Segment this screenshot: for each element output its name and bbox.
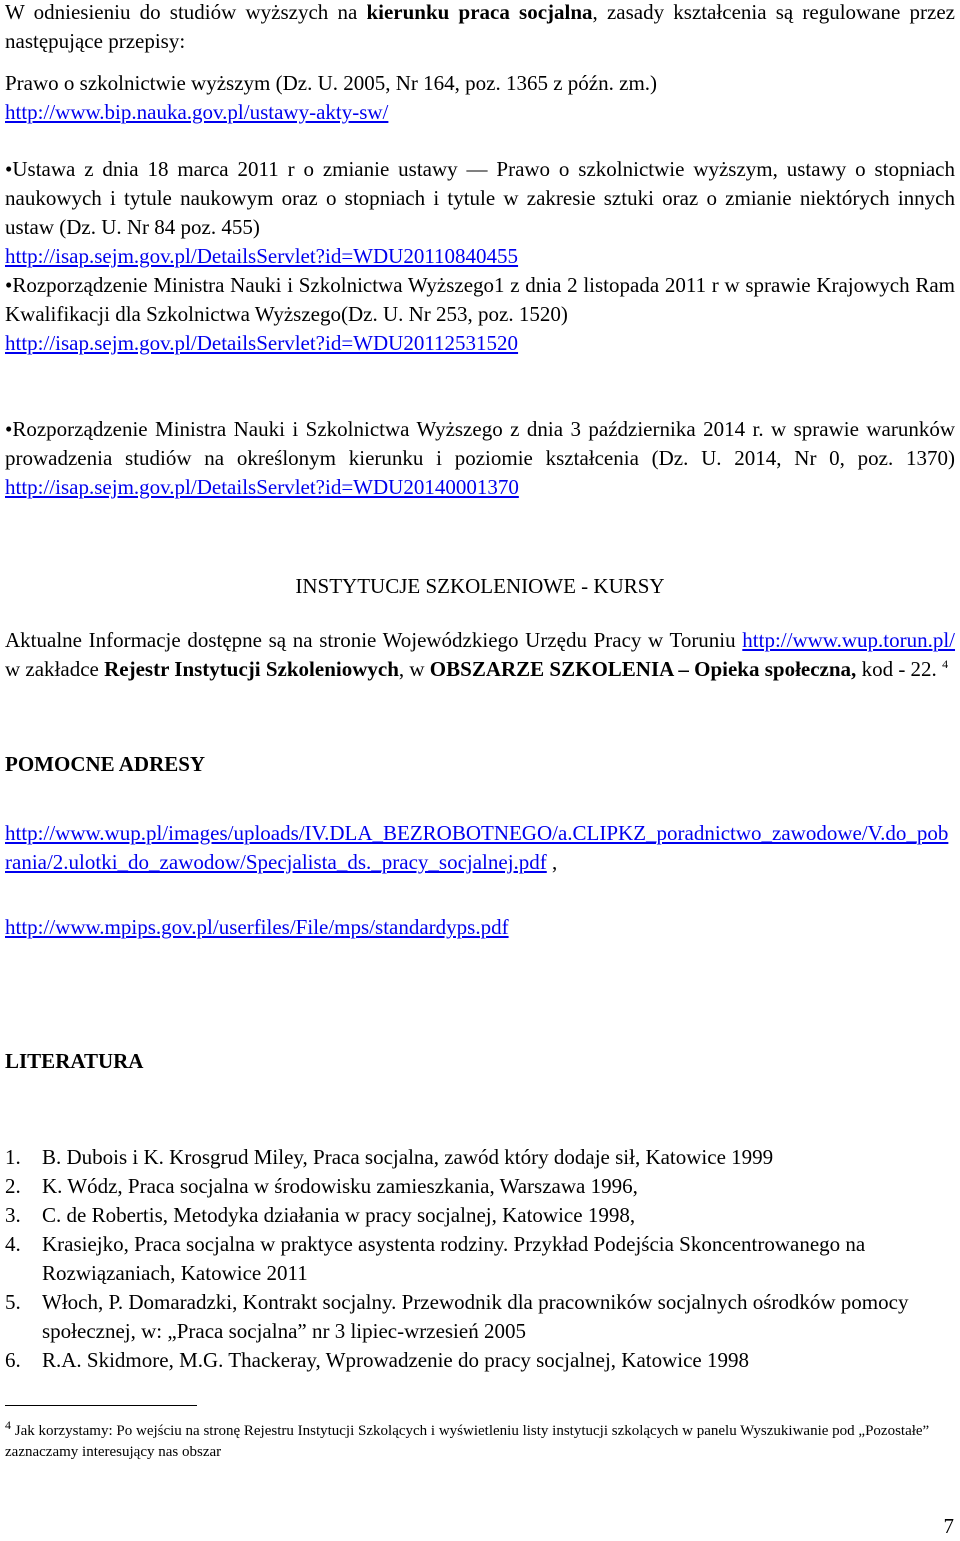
literature-heading: LITERATURA: [5, 1049, 144, 1073]
bullet-item-2: [5, 271, 955, 358]
bullet-text: Rozporządzenie Ministra Nauki i Szkolnictwa Wyższego1 z dnia 2 listopada 2011 r w sprawie Krajowych Ram Kwalifikacji dla Szkolnictwa Wyższego(Dz. U. Nr 253, poz. 1520): [5, 273, 955, 326]
bullet-icon: •: [5, 157, 13, 181]
bullet-link[interactable]: http://isap.sejm.gov.pl/DetailsServlet?id=WDU20140001370: [5, 475, 519, 499]
address-separator: ,: [546, 850, 558, 874]
institutions-paragraph: [5, 626, 955, 684]
literature-number: 2.: [5, 1174, 21, 1198]
bullet-icon: •: [5, 273, 13, 297]
institutions-register: Rejestr Instytucji Szkoleniowych: [104, 657, 399, 681]
law-text: Prawo o szkolnictwie wyższym (Dz. U. 2005, Nr 164, poz. 1365 z późn. zm.): [5, 71, 658, 95]
bullet-link[interactable]: http://isap.sejm.gov.pl/DetailsServlet?id=WDU20112531520: [5, 331, 519, 355]
addresses-paragraph: [5, 819, 953, 877]
literature-list: [5, 1143, 955, 1375]
addresses-paragraph-2: [5, 913, 955, 942]
footnote-divider: [5, 1405, 197, 1406]
addresses-heading: POMOCNE ADRESY: [5, 752, 206, 776]
intro-bold-term: kierunku praca socjalna: [366, 0, 593, 24]
footnote-number: 4: [5, 1418, 11, 1432]
literature-text: Włoch, P. Domaradzki, Kontrakt socjalny. Przewodnik dla pracowników socjalnych ośrodków pomocy społecznej, w: „Praca socjalna” nr 3 lipiec-wrzesień 2005: [42, 1290, 909, 1343]
literature-item: [5, 1288, 955, 1346]
institutions-text: Aktualne Informacje dostępne są na stronie Wojewódzkiego Urzędu Pracy w Toruniu: [5, 628, 736, 652]
literature-item: [5, 1201, 955, 1230]
bullet-link[interactable]: http://isap.sejm.gov.pl/DetailsServlet?id=WDU20110840455: [5, 244, 519, 268]
law-link[interactable]: http://www.bip.nauka.gov.pl/ustawy-akty-sw/: [5, 100, 389, 124]
literature-number: 5.: [5, 1290, 21, 1314]
institutions-area: OBSZARZE SZKOLENIA – Opieka społeczna,: [429, 657, 857, 681]
law-paragraph: [5, 69, 955, 127]
address-link-2[interactable]: http://www.mpips.gov.pl/userfiles/File/mps/standardyps.pdf: [5, 915, 509, 939]
literature-text: B. Dubois i K. Krosgrud Miley, Praca socjalna, zawód który dodaje sił, Katowice 1999: [42, 1145, 774, 1169]
bullet-item-1: [5, 155, 955, 271]
literature-item: [5, 1346, 955, 1375]
literature-number: 6.: [5, 1348, 21, 1372]
institutions-mid2: , w: [398, 657, 430, 681]
bullet-icon: •: [5, 417, 13, 441]
page-number: 7: [943, 1514, 954, 1538]
literature-text: Krasiejko, Praca socjalna w praktyce asystenta rodziny. Przykład Podejścia Skoncentrowanego na Rozwiązaniach, Katowice 2011: [42, 1232, 866, 1285]
literature-item: [5, 1172, 955, 1201]
footnote-text: Jak korzystamy: Po wejściu na stronę Rejestru Instytucji Szkolących i wyświetleniu listy instytucji szkolących w panelu Wyszukiwanie pod „Pozostałe” zaznaczamy interesujący nas obszar: [5, 1423, 930, 1460]
literature-text: C. de Robertis, Metodyka działania w pracy socjalnej, Katowice 1998,: [42, 1203, 636, 1227]
intro-text: W odniesieniu do studiów wyższych na: [5, 0, 367, 24]
literature-item: [5, 1230, 955, 1288]
wup-link[interactable]: http://www.wup.torun.pl/: [742, 628, 956, 652]
intro-paragraph: [5, 0, 955, 56]
bullet-text: Ustawa z dnia 18 marca 2011 r o zmianie ustawy — Prawo o szkolnictwie wyższym, ustawy o stopniach naukowych i tytule naukowym oraz o stopniach i tytule w zakresie sztuki oraz o zmianie niektórych innych ustaw (Dz. U. Nr 84 poz. 455): [5, 157, 955, 239]
institutions-mid: w zakładce: [5, 657, 105, 681]
literature-number: 1.: [5, 1145, 21, 1169]
literature-text: R.A. Skidmore, M.G. Thackeray, Wprowadzenie do pracy socjalnej, Katowice 1998: [42, 1348, 749, 1372]
literature-number: 4.: [5, 1232, 21, 1256]
intro-text-tail: , zasady kształcenia są regulowane przez następujące przepisy:: [5, 0, 955, 53]
literature-number: 3.: [5, 1203, 21, 1227]
footnote: [5, 1418, 945, 1463]
bullet-item-3: [5, 415, 955, 502]
literature-text: K. Wódz, Praca socjalna w środowisku zamieszkania, Warszawa 1996,: [42, 1174, 638, 1198]
footnote-ref[interactable]: 4: [942, 657, 949, 671]
institutions-code: kod - 22.: [856, 657, 943, 681]
address-link-1[interactable]: http://www.wup.pl/images/uploads/IV.DLA_BEZROBOTNEGO/a.CLIPKZ_poradnictwo_zawodowe/V.do_pobrania/2.ulotki_do_zawodow/Specjalista_ds._pracy_socjalnej.pdf: [5, 821, 949, 874]
literature-item: [5, 1143, 955, 1172]
bullet-text: Rozporządzenie Ministra Nauki i Szkolnictwa Wyższego z dnia 3 października 2014 r. w sprawie warunków prowadzenia studiów na określonym kierunku i poziomie kształcenia (Dz. U. 2014, Nr 0, poz. 1370): [5, 417, 955, 470]
institutions-heading: INSTYTUCJE SZKOLENIOWE - KURSY: [295, 574, 665, 598]
